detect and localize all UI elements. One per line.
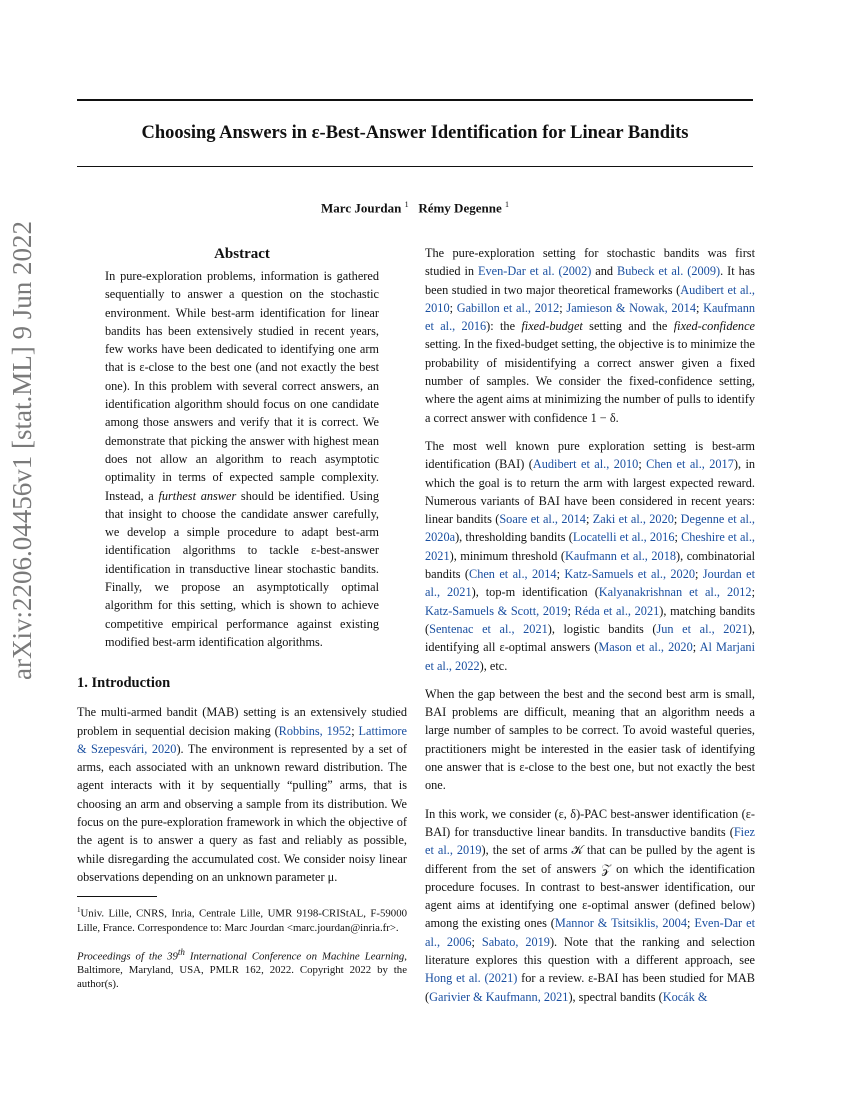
citation-link[interactable]: Sabato, 2019 xyxy=(481,934,550,949)
section-heading-introduction: 1. Introduction xyxy=(77,675,171,692)
author-affiliation-mark: 1 xyxy=(504,200,509,209)
citation-link[interactable]: Gabillon et al., 2012 xyxy=(456,300,560,315)
citation-link[interactable]: Locatelli et al., 2016 xyxy=(572,530,675,545)
author-list xyxy=(77,196,753,217)
body-paragraph: The most well known pure exploration setting is best-arm identification (BAI) (Audibert et al., 2010; Chen et al., 2017), in which the goal is to return the arm with largest expected reward. Numerous variants of BAI have been considered in recent years: linear bandits (Soare et al., 2014; Zaki et al., 2020; Degenne et al., 2020a), thresholding bandits (Locatelli et al., 2016; Cheshire et al., 2021), minimum threshold (Kaufmann et al., 2018), combinatorial bandits (Chen et al., 2014; Katz-Samuels et al., 2020; Jourdan et al., 2021), top-m identification (Kalyanakrishnan et al., 2012; Katz-Samuels & Scott, 2019; Réda et al., 2021), matching bandits (Sentenac et al., 2021), logistic bandits (Jun et al., 2021), identifying all ε-optimal answers (Mason et al., 2020; Al Marjani et al., 2022), etc. xyxy=(425,438,756,673)
citation-link[interactable]: Audibert et al., 2010 xyxy=(425,282,755,315)
author-name: Marc Jourdan xyxy=(321,200,402,216)
abstract-emphasis: furthest answer xyxy=(158,488,237,503)
citation-link[interactable]: Degenne et al., 2020a xyxy=(425,512,756,545)
title-rule-top xyxy=(77,99,753,101)
left-column xyxy=(77,244,407,991)
citation-link[interactable]: Jun et al., 2021 xyxy=(656,621,748,636)
author-name: Rémy Degenne xyxy=(418,200,502,216)
paper-title: Choosing Answers in ε-Best-Answer Identification for Linear Bandits xyxy=(141,123,689,143)
citation-link[interactable]: Mason et al., 2020 xyxy=(598,640,693,655)
citation-link[interactable]: Bubeck et al. (2009) xyxy=(617,264,721,279)
citation-link[interactable]: Zaki et al., 2020 xyxy=(592,512,674,527)
citation-link[interactable]: Robbins, 1952 xyxy=(278,723,352,738)
arxiv-identifier: arXiv:2206.04456v1 [stat.ML] 9 Jun 2022 xyxy=(7,221,37,680)
citation-link[interactable]: Réda et al., 2021 xyxy=(574,603,660,618)
citation-link[interactable]: Even-Dar et al., 2006 xyxy=(425,916,755,949)
citation-link[interactable]: Chen et al., 2014 xyxy=(469,567,557,582)
citation-link[interactable]: Sentenac et al., 2021 xyxy=(429,621,548,636)
citation-link[interactable]: Even-Dar et al. (2002) xyxy=(478,264,592,279)
citation-link[interactable]: Kocák & xyxy=(662,989,708,1004)
citation-link[interactable]: Kalyanakrishnan et al., 2012 xyxy=(598,585,752,600)
footnote-divider xyxy=(77,896,157,897)
citation-link[interactable]: Jamieson & Nowak, 2014 xyxy=(566,300,696,315)
author-affiliation-mark: 1 xyxy=(404,200,409,209)
body-paragraph: In this work, we consider (ε, δ)-PAC best-answer identification (ε-BAI) for transductive linear bandits. In transductive bandits (Fiez et al., 2019), the set of arms 𝒦 that can be pulled by the agent is different from the set of answers 𝒵 on which the identification procedure focuses. In contrast to best-answer identification, our agent aims at identifying one ε-optimal answer (defined below) among the existing ones (Mannor & Tsitsiklis, 2004; Even-Dar et al., 2006; Sabato, 2019). Note that the ranking and selection literature explores this question with a different approach, see Hong et al. (2021) for a review. ε-BAI has been studied for MAB (Garivier & Kaufmann, 2021), spectral bandits (Kocák & xyxy=(425,806,756,1004)
citation-link[interactable]: Cheshire et al., 2021 xyxy=(425,530,755,563)
citation-link[interactable]: Mannor & Tsitsiklis, 2004 xyxy=(554,916,687,931)
intro-paragraph: The multi-armed bandit (MAB) setting is an extensively studied problem in sequential decision making (Robbins, 1952; Lattimore & Szepesvári, 2020). The environment is represented by a set of arms, each associated with an unknown reward distribution. The agent interacts with it by sequentially “pulling” arms, that is choosing an arm and observing a sample from its distribution. We focus on the pure-exploration framework in which the objective of the agent is to answer a query as fast and reliably as possible, while disregarding the accumulated cost. We consider noisy linear observations depending on an unknown parameter μ. xyxy=(77,705,407,884)
citation-link[interactable]: Garivier & Kaufmann, 2021 xyxy=(429,989,569,1004)
citation-link[interactable]: Jourdan et al., 2021 xyxy=(425,567,755,600)
citation-link[interactable]: Audibert et al., 2010 xyxy=(532,457,639,472)
citation-link[interactable]: Fiez et al., 2019 xyxy=(425,824,755,858)
citation-link[interactable]: Katz-Samuels & Scott, 2019 xyxy=(425,603,568,618)
citation-link[interactable]: Hong et al. (2021) xyxy=(425,971,518,986)
citation-link[interactable]: Chen et al., 2017 xyxy=(646,457,734,472)
abstract-text: In pure-exploration problems, information is gathered sequentially to answer a question on the stochastic environment. While best-arm identification for linear bandits has been extensively studied in recent years, few works have been dedicated to identifying one arm that is ε-close to the best one (and not exactly the best one). In this problem with several correct answers, an identification algorithm should focus on one candidate among those answers and verify that it is correct. We demonstrate that picking the answer with highest mean does not allow an algorithm to reach asymptotic optimality in terms of expected sample complexity. Instead, a furthest answer should be identified. Using that insight to choose the candidate answer carefully, we develop a simple procedure to adapt best-arm identification algorithms to tackle ε-best-answer identification in transductive linear stochastic bandits. Finally, we propose an asymptotically optimal algorithm for this setting, which is shown to achieve competitive empirical performance against existing modified best-arm identification algorithms. xyxy=(105,269,379,649)
citation-link[interactable]: Lattimore & Szepesvári, 2020 xyxy=(77,723,407,756)
abstract-heading: Abstract xyxy=(214,246,270,262)
citation-link[interactable]: Al Marjani et al., 2022 xyxy=(425,640,755,673)
proceedings-note: Proceedings of the 39th International Conference on Machine Learning, Baltimore, Maryland, USA, PMLR 162, 2022. Copyright 2022 by the author(s). xyxy=(77,946,407,991)
body-paragraph: When the gap between the best and the second best arm is small, BAI problems are difficult, meaning that an algorithm needs a large number of samples to be correct. To avoid wasteful queries, practitioners might be interested in the easier task of identifying one answer that is ε-close to the best one, but not exactly the best one. xyxy=(425,686,755,793)
citation-link[interactable]: Kaufmann et al., 2016 xyxy=(425,300,755,334)
right-column xyxy=(425,244,755,1016)
title-rule-bottom xyxy=(77,166,753,167)
citation-link[interactable]: Katz-Samuels et al., 2020 xyxy=(564,567,695,582)
body-paragraph: The pure-exploration setting for stochastic bandits was first studied in Even-Dar et al. (2002) and Bubeck et al. (2009). It has been studied in two major theoretical frameworks (Audibert et al., 2010; Gabillon et al., 2012; Jamieson & Nowak, 2014; Kaufmann et al., 2016): the fixed-budget setting and the fixed-confidence setting. In the fixed-budget setting, the objective is to minimize the probability of misidentifying a correct answer given a fixed number of samples. We consider the fixed-confidence setting, where the agent aims at minimizing the number of pulls to identify a correct answer with confidence 1 − δ. xyxy=(425,246,755,425)
affiliation-footnote: $^1$Univ. Lille, CNRS, Inria, Centrale Lille, UMR 9198-CRIStAL, F-59000 Lille, France. Correspondence to: Marc Jourdan <marc.jourdan@inria.fr>. xyxy=(77,906,407,934)
citation-link[interactable]: Soare et al., 2014 xyxy=(499,512,586,527)
citation-link[interactable]: Kaufmann et al., 2018 xyxy=(565,548,676,563)
